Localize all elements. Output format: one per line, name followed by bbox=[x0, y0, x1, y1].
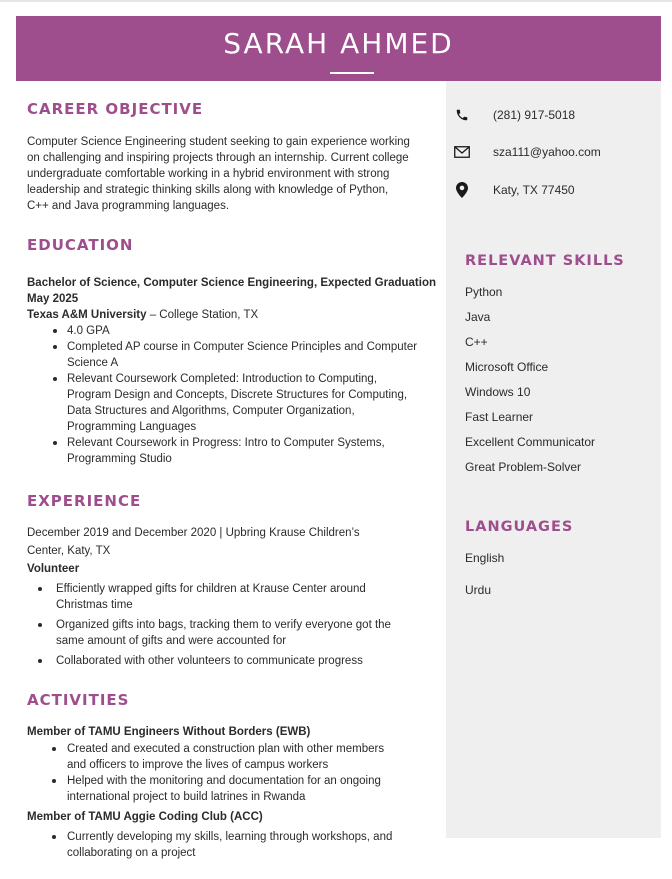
list-item bbox=[27, 323, 442, 339]
list-item bbox=[27, 617, 442, 649]
education-heading: EDUCATION bbox=[27, 236, 134, 254]
bullet-text: Program Design and Concepts, Discrete Structures for Computing, bbox=[67, 389, 408, 401]
bullet-text: Helped with the monitoring and documentation for an ongoing bbox=[67, 775, 381, 787]
bullet-text: Collaborated with other volunteers to communicate progress bbox=[56, 655, 363, 667]
objective-line: leadership and strategic thinking skills along with knowledge of Python, bbox=[27, 184, 389, 196]
bullet-text: Christmas time bbox=[56, 599, 133, 611]
experience-section bbox=[27, 524, 442, 673]
top-border bbox=[0, 0, 672, 2]
activities-section bbox=[27, 724, 442, 861]
degree-date: May 2025 bbox=[27, 293, 79, 305]
language-item: English bbox=[465, 551, 505, 565]
career-objective-text bbox=[27, 134, 437, 214]
experience-bullets bbox=[27, 581, 442, 669]
bullet-text: 4.0 GPA bbox=[67, 325, 110, 337]
candidate-name: SARAH AHMED bbox=[223, 27, 454, 60]
list-item bbox=[27, 581, 442, 613]
contact-email bbox=[453, 142, 601, 162]
degree-title: Bachelor of Science, Computer Science Engineering, Expected Graduation bbox=[27, 277, 436, 289]
bullet-text: Programming Studio bbox=[67, 453, 172, 465]
objective-line: Computer Science Engineering student seeking to gain experience working bbox=[27, 136, 410, 148]
school-location: – College Station, TX bbox=[146, 309, 259, 321]
bullet-text: Completed AP course in Computer Science Principles and Computer bbox=[67, 341, 418, 353]
languages-heading: LANGUAGES bbox=[465, 519, 574, 535]
skill-item: Python bbox=[465, 285, 503, 299]
bullet-text: Programming Languages bbox=[67, 421, 197, 433]
list-item bbox=[27, 435, 442, 467]
objective-line: on challenging and inspiring projects through an internship. Current college bbox=[27, 152, 409, 164]
resume-header bbox=[16, 16, 661, 81]
skill-item: Java bbox=[465, 310, 491, 324]
education-section bbox=[27, 275, 442, 467]
envelope-icon bbox=[453, 143, 471, 161]
skill-item: C++ bbox=[465, 335, 488, 349]
bullet-text: Currently developing my skills, learning through workshops, and bbox=[67, 831, 393, 843]
career-objective-heading: CAREER OBJECTIVE bbox=[27, 100, 204, 118]
bullet-text: same amount of gifts and were accounted for bbox=[56, 635, 287, 647]
list-item bbox=[27, 773, 442, 805]
phone-icon bbox=[453, 106, 471, 124]
objective-line: C++ and Java programming languages. bbox=[27, 200, 230, 212]
bullet-text: Created and executed a construction plan with other members bbox=[67, 743, 385, 755]
objective-line: undergraduate comfortable working in a hybrid environment with strong bbox=[27, 168, 390, 180]
bullet-text: Efficiently wrapped gifts for children at Krause Center around bbox=[56, 583, 366, 595]
skill-item: Great Problem-Solver bbox=[465, 460, 582, 474]
experience-dates: December 2019 and December 2020 | Upbring Krause Children’s bbox=[27, 527, 360, 539]
skill-item: Microsoft Office bbox=[465, 360, 549, 374]
location-pin-icon bbox=[453, 181, 471, 199]
activity-bullets bbox=[27, 741, 442, 805]
contact-phone bbox=[453, 105, 576, 125]
school-name: Texas A&M University bbox=[27, 309, 147, 321]
bullet-text: Organized gifts into bags, tracking them to verify everyone got the bbox=[56, 619, 391, 631]
activity-heading: Member of TAMU Engineers Without Borders (EWB) bbox=[27, 726, 311, 738]
activity-bullets bbox=[27, 829, 442, 861]
bullet-text: Relevant Coursework in Progress: Intro to Computer Systems, bbox=[67, 437, 385, 449]
education-bullets bbox=[27, 323, 442, 467]
skills-heading: RELEVANT SKILLS bbox=[465, 253, 625, 269]
location-text: Katy, TX 77450 bbox=[493, 183, 575, 197]
experience-role: Volunteer bbox=[27, 563, 80, 575]
skill-item: Windows 10 bbox=[465, 385, 531, 399]
list-item bbox=[27, 741, 442, 773]
activities-heading: ACTIVITIES bbox=[27, 691, 130, 709]
language-item: Urdu bbox=[465, 583, 492, 597]
list-item bbox=[27, 653, 442, 669]
bullet-text: Relevant Coursework Completed: Introduction to Computing, bbox=[67, 373, 378, 385]
bullet-text: international project to build latrines in Rwanda bbox=[67, 791, 306, 803]
skill-item: Excellent Communicator bbox=[465, 435, 596, 449]
phone-number: (281) 917-5018 bbox=[493, 108, 576, 122]
email-address: sza111@yahoo.com bbox=[493, 145, 601, 159]
experience-heading: EXPERIENCE bbox=[27, 492, 142, 510]
contact-location bbox=[453, 180, 575, 200]
activity-heading: Member of TAMU Aggie Coding Club (ACC) bbox=[27, 811, 263, 823]
school-line bbox=[27, 307, 442, 323]
list-item bbox=[27, 371, 442, 435]
skill-item: Fast Learner bbox=[465, 410, 534, 424]
bullet-text: collaborating on a project bbox=[67, 847, 196, 859]
list-item bbox=[27, 829, 442, 861]
bullet-text: Science A bbox=[67, 357, 119, 369]
experience-location: Center, Katy, TX bbox=[27, 545, 111, 557]
bullet-text: and officers to improve the lives of campus workers bbox=[67, 759, 329, 771]
list-item bbox=[27, 339, 442, 371]
bullet-text: Data Structures and Algorithms, Computer Organization, bbox=[67, 405, 355, 417]
header-divider bbox=[330, 72, 374, 74]
